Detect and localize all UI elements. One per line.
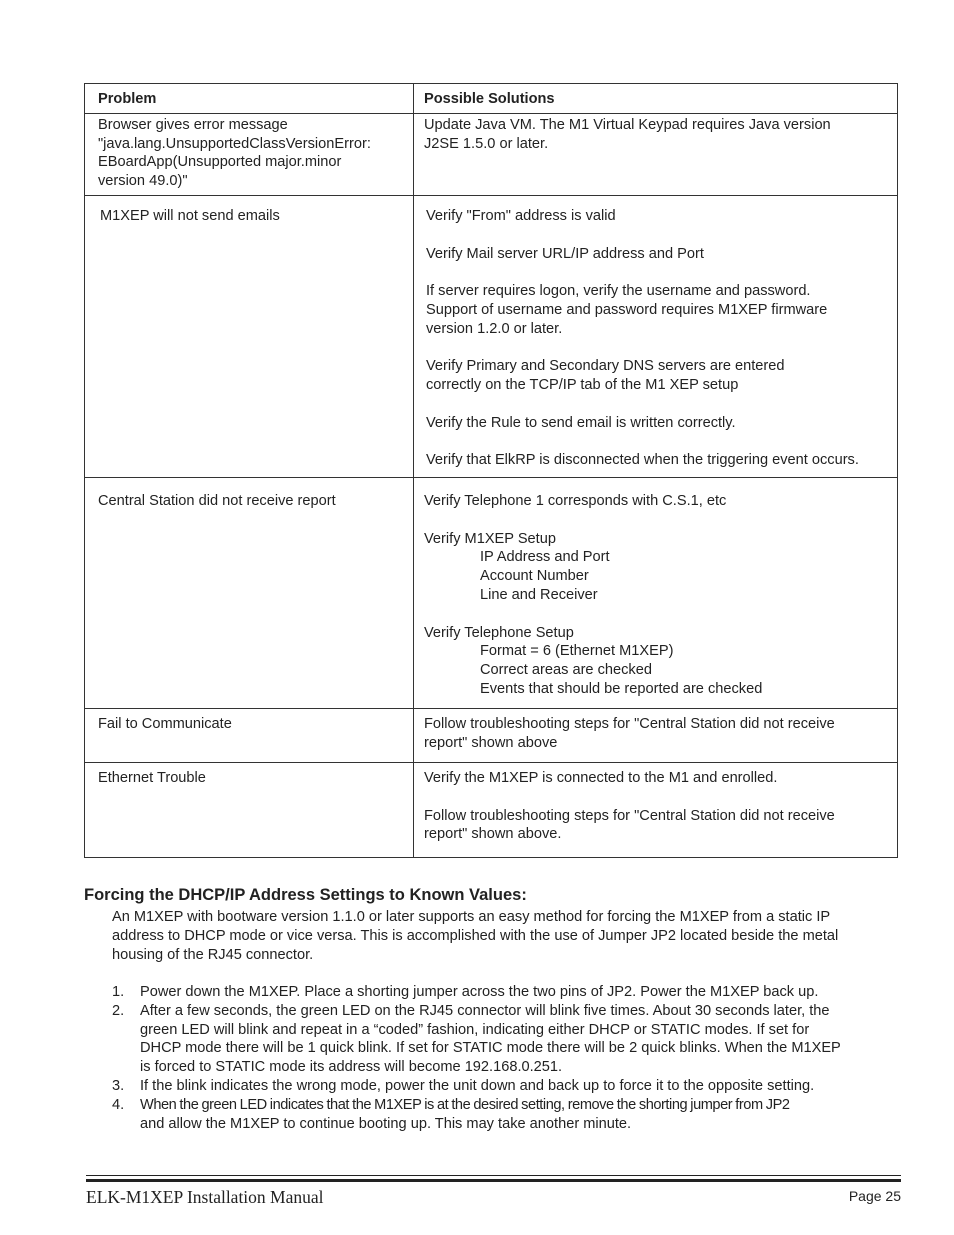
table-header-row	[85, 84, 898, 114]
step-item	[112, 983, 902, 1002]
solution-cell	[414, 762, 898, 857]
solution-line: Follow troubleshooting steps for "Central Station did not receive	[424, 807, 835, 824]
footer-divider	[86, 1179, 901, 1182]
solution-line: Verify that ElkRP is disconnected when the triggering event occurs.	[426, 452, 859, 469]
problem-cell	[85, 195, 414, 477]
solution-line: Support of username and password requires M1XEP firmware	[426, 301, 828, 318]
solution-line: Verify Primary and Secondary DNS servers are entered	[426, 358, 785, 375]
solution-subline: Events that should be reported are checked	[480, 680, 763, 697]
step-number: 1.	[112, 984, 125, 1000]
solution-line: Follow troubleshooting steps for "Central Station did not receive	[424, 715, 835, 732]
step-line: DHCP mode there will be 1 quick blink. If set for STATIC mode there will be 2 quick blinks. When the M1XEP	[140, 1040, 841, 1057]
intro-line: An M1XEP with bootware version 1.1.0 or later supports an easy method for forcing the M1XEP from a static IP	[112, 909, 831, 925]
step-number: 3.	[112, 1077, 125, 1094]
solution-subline: IP Address and Port	[480, 549, 610, 566]
step-line: After a few seconds, the green LED on the RJ45 connector will blink five times. About 30 seconds later, the	[140, 1002, 830, 1019]
solution-line: Verify Telephone 1 corresponds with C.S.1, etc	[424, 492, 727, 509]
footer-divider	[86, 1175, 901, 1176]
step-number: 4.	[112, 1096, 125, 1113]
problem-cell	[85, 477, 414, 708]
step-number: 2.	[112, 1002, 125, 1019]
table-row	[85, 113, 898, 195]
problem-line: Fail to Communicate	[98, 715, 232, 732]
problem-cell	[85, 708, 414, 762]
problem-line: version 49.0)"	[98, 173, 188, 190]
solution-line: Verify Telephone Setup	[424, 624, 574, 641]
solution-subline: Line and Receiver	[480, 586, 598, 603]
solution-line: Verify "From" address is valid	[426, 207, 616, 224]
solution-cell	[414, 195, 898, 477]
step-line: If the blink indicates the wrong mode, power the unit down and back up to force it to the opposite setting.	[140, 1077, 815, 1094]
solution-subline: Correct areas are checked	[480, 662, 652, 679]
solution-subline: Format = 6 (Ethernet M1XEP)	[480, 643, 674, 660]
step-line: is forced to STATIC mode its address will become 192.168.0.251.	[140, 1059, 563, 1076]
step-line: green LED will blink and repeat in a “coded” fashion, indicating either DHCP or STATIC modes. If set for	[140, 1021, 810, 1038]
step-line: Power down the M1XEP. Place a shorting jumper across the two pins of JP2. Power the M1XEP back up.	[140, 984, 819, 1000]
problem-line: Ethernet Trouble	[98, 769, 206, 786]
problem-line: "java.lang.UnsupportedClassVersionError:	[98, 135, 371, 152]
solution-line: version 1.2.0 or later.	[426, 320, 563, 337]
section-intro	[112, 908, 902, 964]
step-line: When the green LED indicates that the M1XEP is at the desired setting, remove the shorting jumper from JP2	[140, 1096, 790, 1113]
solution-line: Verify the Rule to send email is written correctly.	[426, 414, 736, 431]
troubleshooting-table	[84, 83, 898, 858]
step-item	[112, 1077, 902, 1096]
intro-line: housing of the RJ45 connector.	[112, 946, 314, 963]
table-row	[85, 477, 898, 708]
solution-subline: Account Number	[480, 568, 589, 585]
solution-line: report" shown above.	[424, 826, 562, 843]
problem-cell	[85, 762, 414, 857]
table-row	[85, 762, 898, 857]
solution-line: Verify Mail server URL/IP address and Port	[426, 245, 704, 262]
solution-line: J2SE 1.5.0 or later.	[424, 135, 549, 152]
problem-line: Browser gives error message	[98, 116, 288, 133]
page-number: Page 25	[848, 1188, 901, 1204]
solution-line: Verify the M1XEP is connected to the M1 and enrolled.	[424, 769, 778, 786]
solutions-column-header: Possible Solutions	[414, 84, 898, 114]
solution-line: Verify M1XEP Setup	[424, 530, 556, 547]
intro-line: address to DHCP mode or vice versa. This is accomplished with the use of Jumper JP2 located beside the metal	[112, 927, 839, 944]
steps-list	[112, 983, 902, 1133]
problem-line: Central Station did not receive report	[98, 492, 336, 509]
table-row	[85, 195, 898, 477]
manual-title: ELK-M1XEP Installation Manual	[86, 1187, 324, 1207]
solution-line: report" shown above	[424, 734, 558, 751]
solution-cell	[414, 477, 898, 708]
solution-cell	[414, 708, 898, 762]
solution-line: If server requires logon, verify the username and password.	[426, 283, 811, 300]
problem-line: M1XEP will not send emails	[100, 207, 280, 224]
solution-line: correctly on the TCP/IP tab of the M1 XEP setup	[426, 377, 739, 394]
problem-cell	[85, 113, 414, 195]
step-line: and allow the M1XEP to continue booting up. This may take another minute.	[140, 1115, 632, 1132]
step-item	[112, 1096, 902, 1134]
step-item	[112, 1002, 902, 1077]
problem-column-header: Problem	[85, 84, 414, 114]
section-title: Forcing the DHCP/IP Address Settings to Known Values:	[84, 886, 527, 904]
table-row	[85, 708, 898, 762]
solution-line: Update Java VM. The M1 Virtual Keypad requires Java version	[424, 116, 831, 133]
solution-cell	[414, 113, 898, 195]
problem-line: EBoardApp(Unsupported major.minor	[98, 154, 342, 171]
